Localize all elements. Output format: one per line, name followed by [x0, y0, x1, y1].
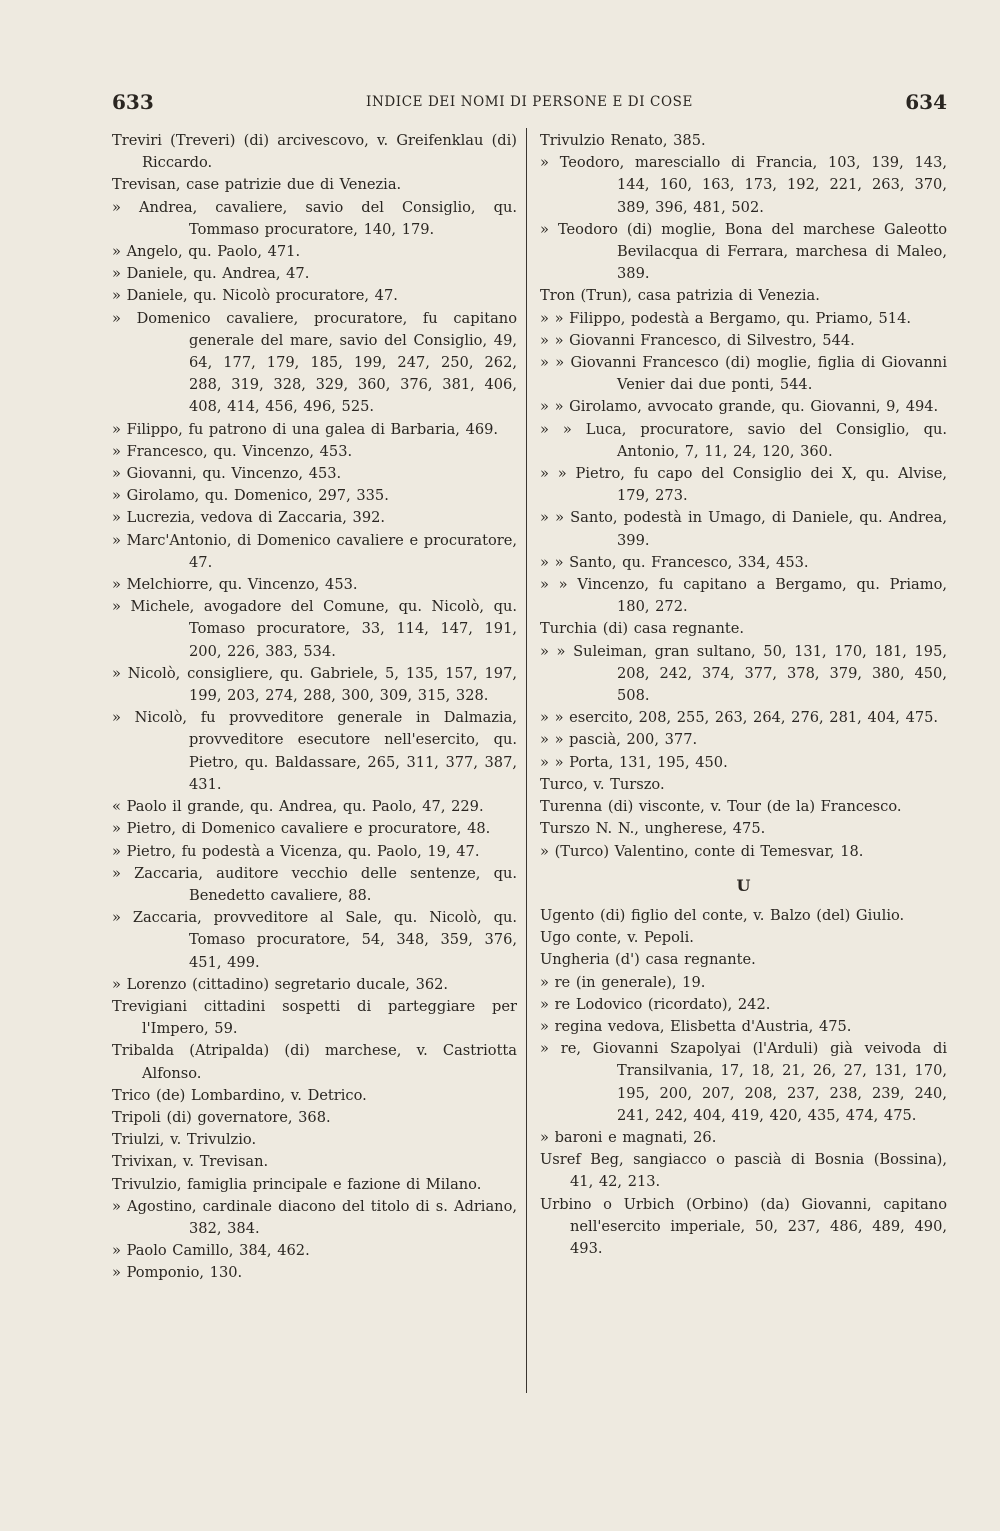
index-entry: » » Girolamo, avvocato grande, qu. Giovanni, 9, 494.: [540, 398, 939, 416]
page-title: INDICE DEI NOMI DI PERSONE E DI COSE: [366, 94, 693, 110]
right-column: [540, 130, 947, 1260]
index-entry: Turco, v. Turszo.: [540, 775, 665, 793]
index-entry: » » Porta, 131, 195, 450.: [540, 753, 728, 771]
index-entry: » » pascià, 200, 377.: [540, 731, 698, 749]
index-entry: » » Giovanni Francesco, di Silvestro, 544.: [540, 331, 855, 349]
index-entry: » Girolamo, qu. Domenico, 297, 335.: [112, 487, 389, 505]
index-entry: » re (in generale), 19.: [540, 973, 706, 991]
index-entry: » » Santo, podestà in Umago, di Daniele, qu. Andrea, 399.: [540, 509, 947, 549]
section-letter: U: [736, 875, 751, 895]
index-entry: » Nicolò, consigliere, qu. Gabriele, 5, 135, 157, 197, 199, 203, 274, 288, 300, 309, 315, 328.: [112, 664, 517, 705]
index-entry: » Nicolò, fu provveditore generale in Dalmazia, provveditore esecutore nell'esercito, qu. Pietro, qu. Baldassare, 265, 311, 377, 387, 431.: [112, 709, 517, 793]
index-entry: » » Filippo, podestà a Bergamo, qu. Priamo, 514.: [540, 309, 912, 327]
index-entry: » Lucrezia, vedova di Zaccaria, 392.: [112, 509, 386, 527]
index-entry: Ugento (di) figlio del conte, v. Balzo (del) Giulio.: [540, 906, 905, 924]
index-entry: » Zaccaria, provveditore al Sale, qu. Nicolò, qu. Tomaso procuratore, 54, 348, 359, 376, 451, 499.: [112, 909, 517, 971]
index-entry: Trivulzio Renato, 385.: [540, 132, 706, 149]
index-entry: » Zaccaria, auditore vecchio delle sentenze, qu. Benedetto cavaliere, 88.: [112, 864, 517, 904]
index-entry: » Andrea, cavaliere, savio del Consiglio, qu. Tommaso procuratore, 140, 179.: [112, 198, 517, 238]
index-entry: » Marc'Antonio, di Domenico cavaliere e procuratore, 47.: [112, 531, 517, 571]
index-entry: » Paolo Camillo, 384, 462.: [112, 1242, 310, 1260]
index-entry: Triulzi, v. Trivulzio.: [112, 1131, 257, 1149]
index-entry: Trivulzio, famiglia principale e fazione di Milano.: [112, 1175, 482, 1193]
index-entry: » Daniele, qu. Andrea, 47.: [112, 265, 310, 283]
index-entry: « Paolo il grande, qu. Andrea, qu. Paolo, 47, 229.: [112, 798, 484, 816]
index-entry: » Angelo, qu. Paolo, 471.: [112, 243, 301, 261]
index-entry: » » esercito, 208, 255, 263, 264, 276, 281, 404, 475.: [540, 709, 939, 727]
index-entry: » Lorenzo (cittadino) segretario ducale, 362.: [112, 975, 449, 993]
index-entry: » Teodoro, maresciallo di Francia, 103, 139, 143, 144, 160, 163, 173, 192, 221, 263, 370, 389, 396, 481, 502.: [540, 154, 947, 216]
index-entry: » » Suleiman, gran sultano, 50, 131, 170, 181, 195, 208, 242, 374, 377, 378, 379, 380, 450, 508.: [540, 642, 947, 705]
index-entry: » re, Giovanni Szapolyai (l'Arduli) già veivoda di Transilvania, 17, 18, 21, 26, 27, 131, 170, 195, 200, 207, 208, 237, 238, 239, 240, 241, 242, 404, 419, 420, 435, 474, 475.: [540, 1040, 947, 1124]
index-entry: Trevisan, case patrizie due di Venezia.: [112, 176, 402, 194]
index-entry: » Francesco, qu. Vincenzo, 453.: [112, 442, 353, 460]
index-entry: Trevigiani cittadini sospetti di parteggiare per l'Impero, 59.: [112, 997, 517, 1038]
index-entry: Treviri (Treveri) (di) arcivescovo, v. Greifenklau (di) Riccardo.: [112, 132, 517, 172]
left-column: [112, 130, 517, 1285]
index-entry: » Pomponio, 130.: [112, 1264, 243, 1282]
column-divider: [526, 128, 527, 1393]
index-entry: » Daniele, qu. Nicolò procuratore, 47.: [112, 287, 398, 305]
index-entry: » Teodoro (di) moglie, Bona del marchese Galeotto Bevilacqua di Ferrara, marchesa di Maleo, 389.: [540, 220, 947, 283]
index-entry: » » Giovanni Francesco (di) moglie, figlia di Giovanni Venier dai due ponti, 544.: [540, 354, 947, 394]
index-entry: Tribalda (Atripalda) (di) marchese, v. Castriotta Alfonso.: [112, 1042, 517, 1082]
index-entry: » baroni e magnati, 26.: [540, 1128, 717, 1146]
index-entry: Turszo N. N., ungherese, 475.: [540, 820, 766, 838]
index-entry: » re Lodovico (ricordato), 242.: [540, 995, 771, 1013]
index-entry: Ugo conte, v. Pepoli.: [540, 929, 694, 947]
index-entry: » Pietro, fu podestà a Vicenza, qu. Paolo, 19, 47.: [112, 842, 480, 860]
index-entry: Usref Beg, sangiacco o pascià di Bosnia (Bossina), 41, 42, 213.: [540, 1151, 947, 1191]
index-entry: » Filippo, fu patrono di una galea di Barbaria, 469.: [112, 420, 499, 438]
index-entry: » » Vincenzo, fu capitano a Bergamo, qu. Priamo, 180, 272.: [540, 576, 947, 616]
index-entry: » Giovanni, qu. Vincenzo, 453.: [112, 465, 342, 483]
index-entry: » » Luca, procuratore, savio del Consiglio, qu. Antonio, 7, 11, 24, 120, 360.: [540, 420, 947, 460]
index-entry: Ungheria (d') casa regnante.: [540, 951, 756, 969]
index-entry: » » Pietro, fu capo del Consiglio dei X, qu. Alvise, 179, 273.: [540, 465, 947, 505]
index-entry: Tripoli (di) governatore, 368.: [112, 1108, 331, 1126]
index-entry: » Pietro, di Domenico cavaliere e procuratore, 48.: [112, 820, 491, 838]
index-entry: » Michele, avogadore del Comune, qu. Nicolò, qu. Tomaso procuratore, 33, 114, 147, 191, 200, 226, 383, 534.: [112, 598, 517, 660]
index-entry: Turenna (di) visconte, v. Tour (de la) Francesco.: [540, 798, 902, 816]
index-entry: Trico (de) Lombardino, v. Detrico.: [112, 1086, 367, 1104]
index-entry: Urbino o Urbich (Orbino) (da) Giovanni, capitano nell'esercito imperiale, 50, 237, 486, 489, 490, 493.: [540, 1195, 947, 1257]
index-entry: » (Turco) Valentino, conte di Temesvar, 18.: [540, 842, 864, 860]
page-number-left: 633: [112, 90, 154, 114]
page-number-right: 634: [905, 90, 947, 114]
index-entry: » regina vedova, Elisbetta d'Austria, 475.: [540, 1017, 852, 1035]
running-header: [112, 90, 947, 116]
index-entry: » Agostino, cardinale diacono del titolo di s. Adriano, 382, 384.: [112, 1197, 517, 1237]
index-entry: Trivixan, v. Trevisan.: [112, 1153, 269, 1171]
index-entry: » » Santo, qu. Francesco, 334, 453.: [540, 553, 809, 571]
index-entry: Tron (Trun), casa patrizia di Venezia.: [540, 287, 820, 305]
index-entry: » Domenico cavaliere, procuratore, fu capitano generale del mare, savio del Consiglio, 49, 64, 177, 179, 185, 199, 247, 250, 262, 288, 319, 328, 329, 360, 376, 381, 406, 408, 414, 456, 496, 525.: [112, 309, 517, 416]
index-entry: » Melchiorre, qu. Vincenzo, 453.: [112, 576, 358, 594]
index-entry: Turchia (di) casa regnante.: [540, 620, 745, 638]
